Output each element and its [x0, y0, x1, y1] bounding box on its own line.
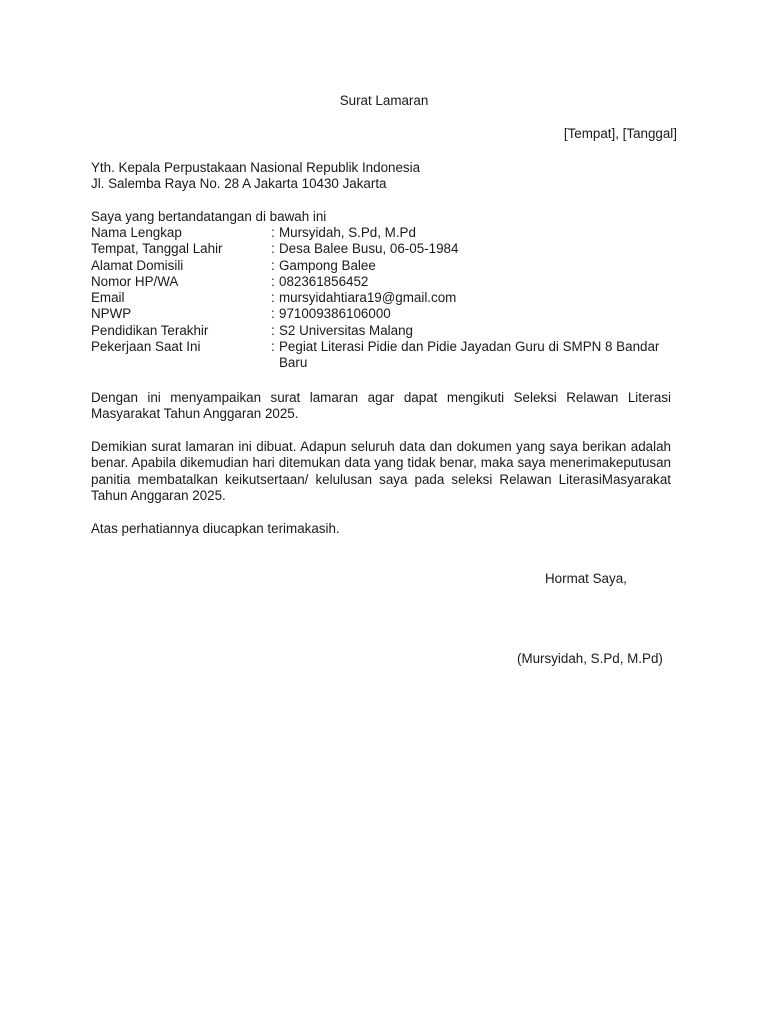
- field-value: Gampong Balee: [279, 257, 376, 273]
- field-separator: :: [271, 339, 275, 355]
- field-separator: :: [271, 257, 275, 273]
- field-label: Email: [91, 290, 125, 306]
- field-row: [91, 339, 673, 372]
- field-separator: :: [271, 306, 275, 322]
- field-label: Alamat Domisili: [91, 257, 184, 273]
- field-row: [91, 306, 673, 322]
- field-label: Tempat, Tanggal Lahir: [91, 241, 223, 257]
- field-value: S2 Universitas Malang: [279, 322, 413, 338]
- field-value: 971009386106000: [279, 306, 391, 322]
- body-paragraph: Dengan ini menyampaikan surat lamaran agar dapat mengikuti Seleksi Relawan Literasi Masyarakat Tahun Anggaran 2025.: [91, 390, 671, 422]
- applicant-fields: [91, 225, 673, 372]
- recipient-address: Jl. Salemba Raya No. 28 A Jakarta 10430 Jakarta: [91, 176, 387, 192]
- field-row: [91, 258, 673, 274]
- place-date: [Tempat], [Tanggal]: [563, 126, 677, 141]
- body-paragraph: Demikian surat lamaran ini dibuat. Adapun seluruh data dan dokumen yang saya berikan adalah benar. Apabila dikemudian hari ditemukan data yang tidak benar, maka saya menerimakeputusan panitia membatalkan keikutsertaan/ kelulusan saya pada seleksi Relawan LiterasiMasyarakat Tahun Anggaran 2025.: [91, 439, 671, 503]
- field-row: [91, 323, 673, 339]
- field-label: Pekerjaan Saat Ini: [91, 339, 201, 355]
- closing-text: Atas perhatiannya diucapkan terimakasih.: [91, 521, 340, 536]
- field-separator: :: [271, 241, 275, 257]
- field-label: Nomor HP/WA: [91, 273, 179, 289]
- recipient-block: [91, 160, 671, 193]
- field-label: Pendidikan Terakhir: [91, 322, 209, 338]
- field-separator: :: [271, 225, 275, 240]
- field-value: mursyidahtiara19@gmail.com: [279, 290, 457, 306]
- letter-title: Surat Lamaran: [339, 93, 429, 108]
- recipient-line: Yth. Kepala Perpustakaan Nasional Republik Indonesia: [91, 160, 421, 175]
- field-value: Desa Balee Busu, 06-05-1984: [279, 241, 459, 257]
- field-row: [91, 290, 673, 306]
- field-separator: :: [271, 273, 275, 289]
- field-value: Mursyidah, S.Pd, M.Pd: [279, 225, 416, 240]
- regards-text: Hormat Saya,: [545, 571, 627, 586]
- field-row: [91, 274, 673, 290]
- field-row: [91, 241, 673, 257]
- field-label: Nama Lengkap: [91, 225, 182, 240]
- field-value: 082361856452: [279, 273, 369, 289]
- field-label: NPWP: [91, 306, 132, 322]
- field-row: [91, 225, 673, 241]
- field-value: Pegiat Literasi Pidie dan Pidie Jayadan Guru di SMPN 8 Bandar Baru: [279, 339, 660, 371]
- signature-name: (Mursyidah, S.Pd, M.Pd): [517, 651, 663, 666]
- intro-text: Saya yang bertandatangan di bawah ini: [91, 209, 327, 224]
- field-separator: :: [271, 290, 275, 306]
- field-separator: :: [271, 322, 275, 338]
